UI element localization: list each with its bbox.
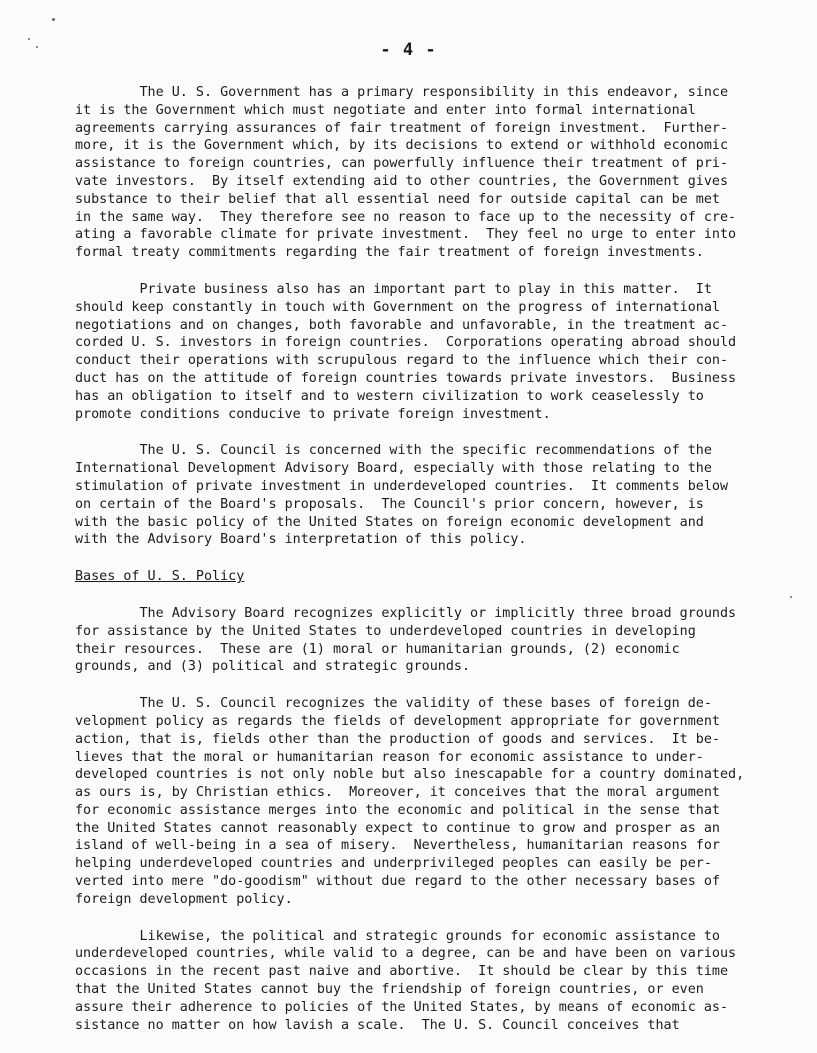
section-heading: Bases of U. S. Policy <box>75 569 245 585</box>
paragraph-political-strategic: Likewise, the political and strategic grounds for economic assistance to underdeveloped countries, while valid to a degree, can be and have been on various occasions in the recent past naive and abortive. It should be clear by this time that the United States cannot buy the friendship of foreign countries, or even assure their adherence to policies of the United States, by means of economic as- sistance no matter on how lavish a scale. The U. S. Council conceives that <box>75 928 737 1033</box>
page-number: - 4 - <box>380 40 437 60</box>
document-body <box>75 84 755 1053</box>
scan-speck <box>790 596 792 598</box>
scan-speck <box>52 18 55 21</box>
paragraph-council-concern: The U. S. Council is concerned with the specific recommendations of the International Development Advisory Board, especially with those relating to the stimulation of private investment in underdeveloped countries. It comments below on certain of the Board's proposals. The Council's prior concern, however, is with the basic policy of the United States on foreign economic development and with the Advisory Board's interpretation of this policy. <box>75 443 729 548</box>
paragraph-private-business: Private business also has an important part to play in this matter. It should keep constantly in touch with Government on the progress of international negotiations and on changes, both favorable and unfavorable, in the treatment ac- corded U. S. investors in foreign countries. Corporations operating abroad should conduct their operations with scrupulous regard to the influence which their con- duct has on the attitude of foreign countries towards private investors. Business has an obligation to itself and to western civilization to work ceaselessly to promote conditions conducive to private foreign investment. <box>75 281 737 422</box>
paragraph-government-responsibility: The U. S. Government has a primary responsibility in this endeavor, since it is the Government which must negotiate and enter into formal international agreements carrying assurances of fair treatment of foreign investment. Further- more, it is the Government which, by its decisions to extend or withhold economic assistance to foreign countries, can powerfully influence their treatment of pri- vate investors. By itself extending aid to other countries, the Government gives substance to their belief that all essential need for outside capital can be met in the same way. They therefore see no reason to face up to the necessity of cre- ating a favorable climate for private investment. They feel no urge to enter into formal treaty commitments regarding the fair treatment of foreign investments. <box>75 85 737 261</box>
paragraph-council-recognizes: The U. S. Council recognizes the validity of these bases of foreign de- velopment policy as regards the fields of development appropriate for government action, that is, fields other than the production of goods and services. It be- lieves that the moral or humanitarian reason for economic assistance to under- developed countries is not only noble but also inescapable for a country dominated, as ours is, by Christian ethics. Moreover, it conceives that the moral argument for economic assistance merges into the economic and political in the sense that the United States cannot reasonably expect to continue to grow and prosper as an island of well-being in a sea of misery. Nevertheless, humanitarian reasons for helping underdeveloped countries and underprivileged peoples can easily be per- verted into mere "do-goodism" without due regard to the other necessary bases of foreign development policy. <box>75 696 745 907</box>
paragraph-advisory-board-grounds: The Advisory Board recognizes explicitly or implicitly three broad grounds for assistance by the United States to underdeveloped countries in developing their resources. These are (1) moral or humanitarian grounds, (2) economic grounds, and (3) political and strategic grounds. <box>75 605 737 675</box>
